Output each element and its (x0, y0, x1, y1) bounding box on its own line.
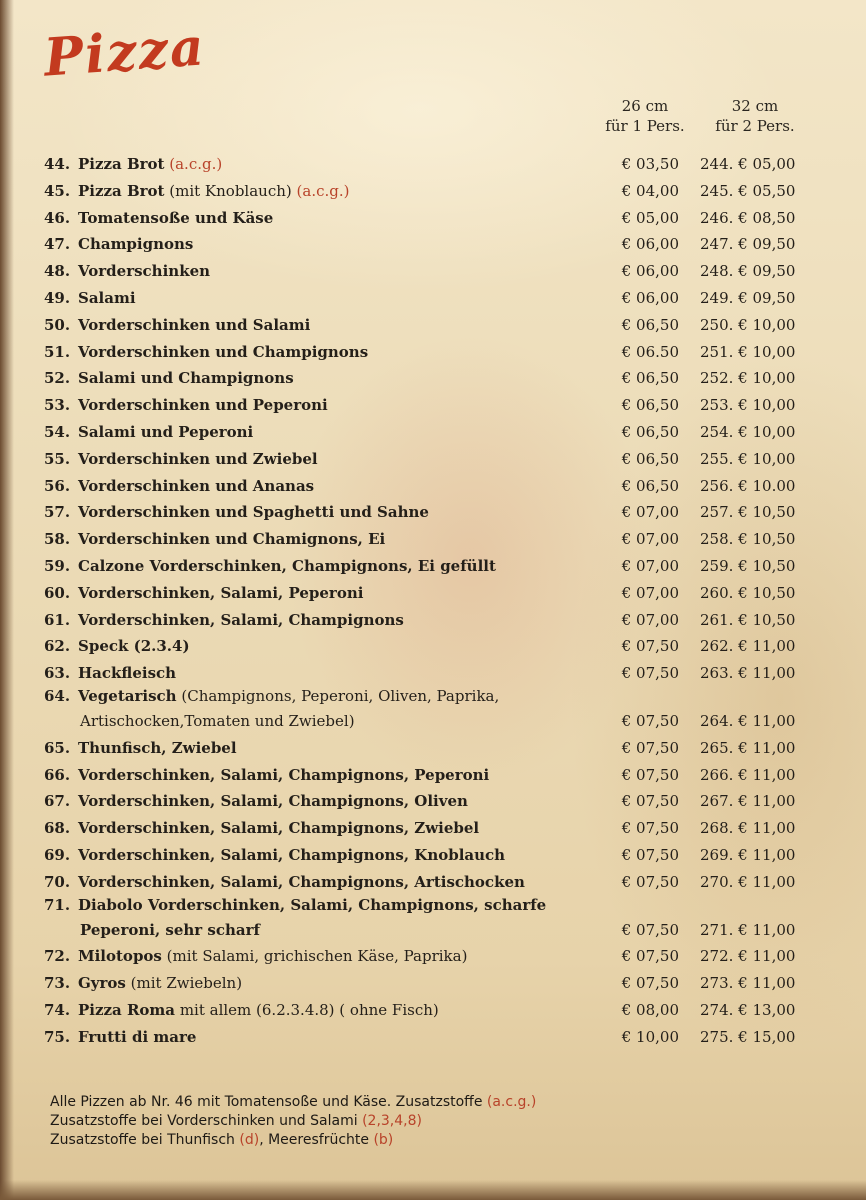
item-number: 68. (44, 819, 71, 837)
menu-item-continued (0, 712, 866, 738)
column-persons: für 1 Pers. (605, 117, 685, 135)
item-name-line (44, 262, 604, 280)
menu-item (0, 235, 866, 261)
price-26cm: € 07,50 (621, 947, 679, 965)
item-title: Vorderschinken, Salami, Champignons, Zwiebel (78, 819, 480, 837)
menu-item-continued (0, 921, 866, 947)
item-name-line (44, 873, 604, 891)
item-name-line (44, 896, 604, 914)
footer-line: Alle Pizzen ab Nr. 46 mit Tomatensoße und Käse. Zusatzstoffe (a.c.g.) (50, 1094, 537, 1110)
item-name-line (44, 664, 604, 682)
price-26cm: € 04,00 (621, 182, 679, 200)
price-32cm: 250. € 10,00 (700, 316, 796, 334)
footer-line: Zusatzstoffe bei Thunfisch (d), Meeresfrüchte (b) (50, 1132, 394, 1148)
price-32cm: 245. € 05,50 (700, 182, 796, 200)
item-number: 59. (44, 557, 71, 575)
menu-item (0, 819, 866, 845)
price-26cm: € 07,50 (621, 792, 679, 810)
item-number: 47. (44, 235, 71, 253)
item-name-line (44, 182, 604, 200)
item-title: Vorderschinken und Champignons (78, 343, 369, 361)
menu-item (0, 423, 866, 449)
item-title: Speck (2.3.4) (78, 637, 190, 655)
item-additives: (a.c.g.) (169, 155, 223, 173)
item-additives: (a.c.g.) (296, 182, 350, 200)
price-32cm: 246. € 08,50 (700, 209, 796, 227)
item-number: 61. (44, 611, 71, 629)
item-name-line (44, 209, 604, 227)
price-32cm: 249. € 09,50 (700, 289, 796, 307)
menu-item (0, 611, 866, 637)
item-title: Vorderschinken, Salami, Peperoni (78, 584, 364, 602)
item-description: (Champignons, Peperoni, Oliven, Paprika, (181, 687, 500, 705)
item-number: 60. (44, 584, 71, 602)
price-26cm: € 07,00 (621, 557, 679, 575)
item-title: Vorderschinken, Salami, Champignons, Artischocken (78, 873, 525, 891)
item-name-line (44, 343, 604, 361)
price-32cm: 262. € 11,00 (700, 637, 796, 655)
menu-item (0, 557, 866, 583)
item-name-line (44, 235, 604, 253)
item-title: Calzone Vorderschinken, Champignons, Ei gefüllt (78, 557, 496, 575)
price-26cm: € 07,50 (621, 921, 679, 939)
item-number: 45. (44, 182, 71, 200)
item-number: 49. (44, 289, 71, 307)
price-32cm: 256. € 10.00 (700, 477, 796, 495)
item-title: Champignons (78, 235, 194, 253)
item-number: 51. (44, 343, 71, 361)
item-title: Pizza Brot (78, 155, 165, 173)
menu-item (0, 343, 866, 369)
price-26cm: € 07,50 (621, 664, 679, 682)
menu-item (0, 766, 866, 792)
item-number: 52. (44, 369, 71, 387)
footer-notes (50, 1093, 750, 1150)
item-number: 63. (44, 664, 71, 682)
price-32cm: 253. € 10,00 (700, 396, 796, 414)
price-26cm: € 06.50 (621, 343, 679, 361)
price-26cm: € 06,50 (621, 477, 679, 495)
price-26cm: € 07,00 (621, 611, 679, 629)
price-32cm: 269. € 11,00 (700, 846, 796, 864)
item-name-line (44, 637, 604, 655)
item-title: Hackfleisch (78, 664, 177, 682)
price-26cm: € 06,50 (621, 316, 679, 334)
item-name-line (44, 766, 604, 784)
menu-item (0, 584, 866, 610)
price-32cm: 268. € 11,00 (700, 819, 796, 837)
menu-item (0, 316, 866, 342)
item-name-line (44, 423, 604, 441)
price-26cm: € 07,00 (621, 530, 679, 548)
item-description: mit allem (6.2.3.4.8) ( ohne Fisch) (179, 1001, 439, 1019)
price-32cm: 258. € 10,50 (700, 530, 796, 548)
item-title: Pizza Roma (78, 1001, 176, 1019)
page-edge-bottom (0, 1180, 866, 1200)
menu-item (0, 209, 866, 235)
item-name-line (44, 503, 604, 521)
menu-item (0, 947, 866, 973)
price-26cm: € 07,00 (621, 584, 679, 602)
item-name-line (44, 1001, 604, 1019)
item-number: 66. (44, 766, 71, 784)
item-name-line (44, 687, 604, 705)
item-number: 72. (44, 947, 71, 965)
page-title: Pizza (42, 16, 208, 89)
item-number: 55. (44, 450, 71, 468)
item-number: 64. (44, 687, 71, 705)
price-26cm: € 06,50 (621, 423, 679, 441)
menu-item (0, 1001, 866, 1027)
item-title: Vorderschinken und Zwiebel (78, 450, 318, 468)
price-26cm: € 06,00 (621, 289, 679, 307)
item-name-line (44, 477, 604, 495)
item-description: (mit Knoblauch) (169, 182, 292, 200)
item-number: 73. (44, 974, 71, 992)
item-name-line (44, 739, 604, 757)
item-number: 46. (44, 209, 71, 227)
price-32cm: 265. € 11,00 (700, 739, 796, 757)
item-description: Artischocken,Tomaten und Zwiebel) (80, 712, 355, 730)
price-26cm: € 07,50 (621, 873, 679, 891)
item-name-line (44, 792, 604, 810)
column-header-large (700, 96, 810, 136)
item-title: Vorderschinken und Salami (78, 316, 311, 334)
column-persons: für 2 Pers. (715, 117, 795, 135)
item-title: Diabolo Vorderschinken, Salami, Champignons, scharfe (78, 896, 547, 914)
price-26cm: € 06,00 (621, 262, 679, 280)
item-name-line (44, 155, 604, 173)
price-32cm: 259. € 10,50 (700, 557, 796, 575)
item-title: Milotopos (78, 947, 162, 965)
item-name-line (44, 947, 604, 965)
item-number: 70. (44, 873, 71, 891)
item-title: Vorderschinken, Salami, Champignons (78, 611, 404, 629)
price-26cm: € 06,50 (621, 369, 679, 387)
item-title: Vorderschinken und Peperoni (78, 396, 328, 414)
item-number: 75. (44, 1028, 71, 1046)
menu-item (0, 896, 866, 922)
item-name-line (44, 584, 604, 602)
item-title: Vorderschinken, Salami, Champignons, Oliven (78, 792, 468, 810)
item-title: Vorderschinken und Ananas (78, 477, 315, 495)
item-title: Vorderschinken und Chamignons, Ei (78, 530, 386, 548)
item-name-line (44, 611, 604, 629)
item-title: Peperoni, sehr scharf (80, 921, 260, 939)
item-name-line (44, 974, 604, 992)
item-title: Vorderschinken (78, 262, 211, 280)
item-title: Tomatensoße und Käse (78, 209, 274, 227)
price-26cm: € 06,00 (621, 235, 679, 253)
price-26cm: € 07,00 (621, 503, 679, 521)
item-number: 48. (44, 262, 71, 280)
item-title: Pizza Brot (78, 182, 165, 200)
price-26cm: € 03,50 (621, 155, 679, 173)
item-title: Vorderschinken, Salami, Champignons, Knoblauch (78, 846, 506, 864)
item-name-line (44, 396, 604, 414)
menu-item (0, 846, 866, 872)
column-size: 26 cm (621, 97, 669, 115)
menu-item (0, 477, 866, 503)
item-title: Salami und Champignons (78, 369, 294, 387)
menu-item (0, 396, 866, 422)
item-title: Vorderschinken, Salami, Champignons, Peperoni (78, 766, 490, 784)
menu-item (0, 792, 866, 818)
price-32cm: 244. € 05,00 (700, 155, 796, 173)
item-title: Thunfisch, Zwiebel (78, 739, 237, 757)
item-title: Frutti di mare (78, 1028, 197, 1046)
item-name-line (44, 1028, 604, 1046)
item-name-line (44, 369, 604, 387)
menu-item (0, 503, 866, 529)
item-title: Vorderschinken und Spaghetti und Sahne (78, 503, 429, 521)
item-title: Gyros (78, 974, 126, 992)
item-number: 74. (44, 1001, 71, 1019)
menu-item (0, 1028, 866, 1054)
item-number: 54. (44, 423, 71, 441)
item-name-line (44, 289, 604, 307)
item-number: 62. (44, 637, 71, 655)
item-number: 56. (44, 477, 71, 495)
menu-item (0, 530, 866, 556)
price-32cm: 263. € 11,00 (700, 664, 796, 682)
menu-item (0, 450, 866, 476)
price-32cm: 275. € 15,00 (700, 1028, 796, 1046)
price-26cm: € 07,50 (621, 974, 679, 992)
item-number: 53. (44, 396, 71, 414)
item-number: 44. (44, 155, 71, 173)
item-description: (mit Zwiebeln) (130, 974, 243, 992)
item-number: 65. (44, 739, 71, 757)
menu-item (0, 687, 866, 713)
item-name-line (44, 450, 604, 468)
item-number: 71. (44, 896, 71, 914)
menu-item (0, 182, 866, 208)
price-32cm: 264. € 11,00 (700, 712, 796, 730)
item-number: 69. (44, 846, 71, 864)
price-32cm: 255. € 10,00 (700, 450, 796, 468)
menu-item (0, 369, 866, 395)
price-26cm: € 07,50 (621, 819, 679, 837)
item-name-line (44, 530, 604, 548)
price-32cm: 257. € 10,50 (700, 503, 796, 521)
menu-item (0, 974, 866, 1000)
menu-item (0, 262, 866, 288)
price-32cm: 274. € 13,00 (700, 1001, 796, 1019)
price-26cm: € 06,50 (621, 396, 679, 414)
price-26cm: € 07,50 (621, 712, 679, 730)
price-32cm: 251. € 10,00 (700, 343, 796, 361)
price-26cm: € 06,50 (621, 450, 679, 468)
menu-item (0, 289, 866, 315)
price-26cm: € 07,50 (621, 766, 679, 784)
footer-line: Zusatzstoffe bei Vorderschinken und Salami (2,3,4,8) (50, 1113, 422, 1129)
price-32cm: 261. € 10,50 (700, 611, 796, 629)
price-26cm: € 07,50 (621, 739, 679, 757)
item-number: 67. (44, 792, 71, 810)
price-32cm: 254. € 10,00 (700, 423, 796, 441)
price-32cm: 272. € 11,00 (700, 947, 796, 965)
column-size: 32 cm (731, 97, 779, 115)
item-number: 50. (44, 316, 71, 334)
price-32cm: 270. € 11,00 (700, 873, 796, 891)
item-number: 58. (44, 530, 71, 548)
item-title: Vegetarisch (78, 687, 177, 705)
item-description: (mit Salami, grichischen Käse, Paprika) (166, 947, 468, 965)
price-32cm: 273. € 11,00 (700, 974, 796, 992)
item-title: Salami und Peperoni (78, 423, 254, 441)
price-32cm: 247. € 09,50 (700, 235, 796, 253)
price-32cm: 248. € 09,50 (700, 262, 796, 280)
item-name-line (44, 819, 604, 837)
price-32cm: 266. € 11,00 (700, 766, 796, 784)
price-26cm: € 07,50 (621, 846, 679, 864)
price-32cm: 260. € 10,50 (700, 584, 796, 602)
item-name-line (44, 846, 604, 864)
menu-item (0, 739, 866, 765)
item-title: Salami (78, 289, 136, 307)
item-name-line (44, 557, 604, 575)
price-26cm: € 07,50 (621, 637, 679, 655)
price-32cm: 271. € 11,00 (700, 921, 796, 939)
column-header-small (590, 96, 700, 136)
price-26cm: € 10,00 (621, 1028, 679, 1046)
item-name-line (44, 316, 604, 334)
item-number: 57. (44, 503, 71, 521)
price-26cm: € 05,00 (621, 209, 679, 227)
price-32cm: 252. € 10,00 (700, 369, 796, 387)
price-26cm: € 08,00 (621, 1001, 679, 1019)
menu-item (0, 637, 866, 663)
price-32cm: 267. € 11,00 (700, 792, 796, 810)
menu-item (0, 155, 866, 181)
